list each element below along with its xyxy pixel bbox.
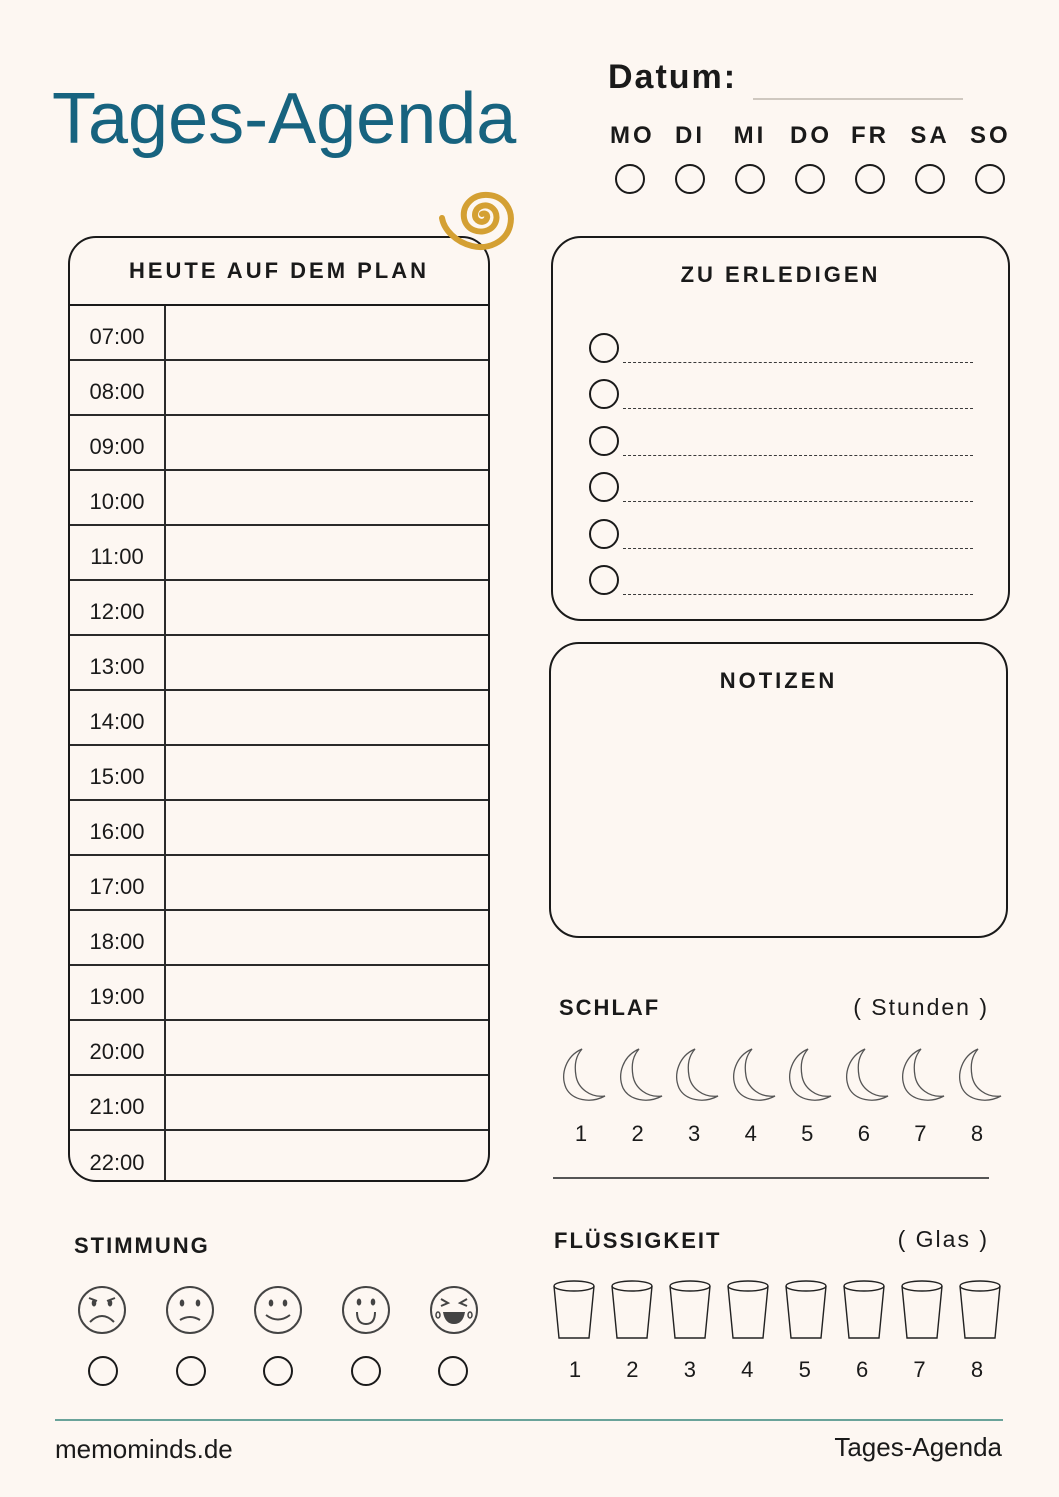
time-label: 14:00 (70, 691, 166, 744)
todo-list (589, 320, 973, 599)
weekday-mi[interactable]: MI (730, 122, 770, 198)
mood-checkbox[interactable] (263, 1356, 293, 1386)
schedule-slot[interactable] (166, 471, 488, 524)
todo-input-line[interactable] (623, 593, 973, 595)
mood-label: STIMMUNG (74, 1233, 210, 1258)
todo-checkbox[interactable] (589, 519, 619, 549)
glass-icon[interactable] (842, 1279, 886, 1341)
time-label: 07:00 (70, 306, 166, 359)
date-field[interactable] (753, 98, 963, 100)
glass-icon[interactable] (552, 1279, 596, 1341)
schedule-row (70, 856, 488, 911)
schedule-slot[interactable] (166, 1076, 488, 1129)
schedule-slot[interactable] (166, 306, 488, 359)
weekday-di[interactable]: DI (670, 122, 710, 198)
schedule-slot[interactable] (166, 801, 488, 854)
todo-checkbox[interactable] (589, 472, 619, 502)
schedule-slot[interactable] (166, 1131, 488, 1182)
weekday-checkbox[interactable] (615, 164, 645, 194)
time-label: 18:00 (70, 911, 166, 964)
schedule-row (70, 1076, 488, 1131)
moon-icon[interactable] (784, 1046, 834, 1104)
schedule-title: HEUTE AUF DEM PLAN (70, 238, 488, 306)
time-label: 10:00 (70, 471, 166, 524)
sleep-unit: ( Stunden ) (853, 994, 989, 1020)
weekday-checkbox[interactable] (675, 164, 705, 194)
todo-item (589, 413, 973, 460)
todo-input-line[interactable] (623, 500, 973, 502)
notes-title: NOTIZEN (719, 668, 838, 693)
weekday-selector (610, 122, 1010, 198)
weekday-so[interactable]: SO (970, 122, 1010, 198)
todo-item (589, 320, 973, 367)
water-glass-row (552, 1279, 1002, 1341)
schedule-row (70, 471, 488, 526)
todo-input-line[interactable] (623, 361, 973, 363)
todo-item (589, 506, 973, 553)
mood-checkbox-row (88, 1356, 468, 1386)
moon-icon[interactable] (615, 1046, 665, 1104)
moon-icon[interactable] (897, 1046, 947, 1104)
schedule-row (70, 1021, 488, 1076)
glass-icon[interactable] (668, 1279, 712, 1341)
schedule-row (70, 966, 488, 1021)
todo-item (589, 553, 973, 600)
glass-icon[interactable] (900, 1279, 944, 1341)
schedule-row (70, 691, 488, 746)
schedule-slot[interactable] (166, 911, 488, 964)
schedule-slot[interactable] (166, 746, 488, 799)
moon-icon[interactable] (841, 1046, 891, 1104)
footer-title: Tages-Agenda (834, 1432, 1002, 1462)
sleep-label: SCHLAF (559, 995, 661, 1020)
mood-checkbox[interactable] (176, 1356, 206, 1386)
angry-face-icon (76, 1284, 128, 1336)
time-label: 20:00 (70, 1021, 166, 1074)
todo-box (551, 236, 1010, 621)
weekday-do[interactable]: DO (790, 122, 830, 198)
todo-checkbox[interactable] (589, 379, 619, 409)
schedule-slot[interactable] (166, 691, 488, 744)
moon-icon[interactable] (558, 1046, 608, 1104)
time-label: 22:00 (70, 1131, 166, 1182)
schedule-slot[interactable] (166, 581, 488, 634)
weekday-checkbox[interactable] (975, 164, 1005, 194)
schedule-row (70, 306, 488, 361)
weekday-mo[interactable]: MO (610, 122, 650, 198)
time-label: 09:00 (70, 416, 166, 469)
time-label: 12:00 (70, 581, 166, 634)
todo-item (589, 367, 973, 414)
schedule-row (70, 801, 488, 856)
weekday-fr[interactable]: FR (850, 122, 890, 198)
todo-item (589, 460, 973, 507)
mood-faces-row (76, 1284, 480, 1336)
schedule-row (70, 581, 488, 636)
todo-checkbox[interactable] (589, 333, 619, 363)
mood-checkbox[interactable] (438, 1356, 468, 1386)
time-label: 13:00 (70, 636, 166, 689)
time-label: 15:00 (70, 746, 166, 799)
todo-input-line[interactable] (623, 407, 973, 409)
weekday-checkbox[interactable] (735, 164, 765, 194)
time-label: 08:00 (70, 361, 166, 414)
schedule-row (70, 361, 488, 416)
mood-checkbox[interactable] (88, 1356, 118, 1386)
moon-icon[interactable] (671, 1046, 721, 1104)
footer-divider (55, 1419, 1003, 1421)
schedule-slot[interactable] (166, 636, 488, 689)
schedule-slot[interactable] (166, 416, 488, 469)
sleep-numbers: 1 2 3 4 5 6 7 8 (574, 1121, 984, 1146)
divider (553, 1177, 989, 1179)
schedule-slot[interactable] (166, 526, 488, 579)
water-numbers: 1 2 3 4 5 6 7 8 (568, 1357, 984, 1382)
todo-input-line[interactable] (623, 454, 973, 456)
schedule-row (70, 746, 488, 801)
date-label: Datum: (608, 58, 738, 96)
footer-website: memominds.de (55, 1434, 233, 1464)
page-title: Tages-Agenda (52, 79, 517, 159)
schedule-row (70, 1131, 488, 1182)
weekday-sa[interactable]: SA (910, 122, 950, 198)
glass-icon[interactable] (958, 1279, 1002, 1341)
sleep-moon-row (558, 1046, 1004, 1104)
schedule-row (70, 526, 488, 581)
todo-input-line[interactable] (623, 547, 973, 549)
happy-face-icon (340, 1284, 392, 1336)
schedule-row (70, 636, 488, 691)
schedule-slot[interactable] (166, 856, 488, 909)
time-label: 17:00 (70, 856, 166, 909)
weekday-checkbox[interactable] (855, 164, 885, 194)
schedule-slot[interactable] (166, 966, 488, 1019)
schedule-table (68, 236, 490, 1182)
time-label: 21:00 (70, 1076, 166, 1129)
todo-title: ZU ERLEDIGEN (680, 262, 881, 287)
glass-icon[interactable] (784, 1279, 828, 1341)
smile-face-icon (252, 1284, 304, 1336)
water-unit: ( Glas ) (897, 1226, 989, 1252)
weekday-checkbox[interactable] (915, 164, 945, 194)
notes-box[interactable] (549, 642, 1008, 938)
mood-checkbox[interactable] (351, 1356, 381, 1386)
laughing-face-icon (428, 1284, 480, 1336)
spiral-icon (432, 178, 532, 268)
moon-icon[interactable] (954, 1046, 1004, 1104)
todo-checkbox[interactable] (589, 426, 619, 456)
time-label: 19:00 (70, 966, 166, 1019)
schedule-slot[interactable] (166, 361, 488, 414)
sad-face-icon (164, 1284, 216, 1336)
time-label: 16:00 (70, 801, 166, 854)
weekday-checkbox[interactable] (795, 164, 825, 194)
moon-icon[interactable] (728, 1046, 778, 1104)
glass-icon[interactable] (610, 1279, 654, 1341)
time-label: 11:00 (70, 526, 166, 579)
schedule-slot[interactable] (166, 1021, 488, 1074)
schedule-row (70, 911, 488, 966)
water-label: FLÜSSIGKEIT (554, 1228, 722, 1253)
schedule-row (70, 416, 488, 471)
glass-icon[interactable] (726, 1279, 770, 1341)
todo-checkbox[interactable] (589, 565, 619, 595)
